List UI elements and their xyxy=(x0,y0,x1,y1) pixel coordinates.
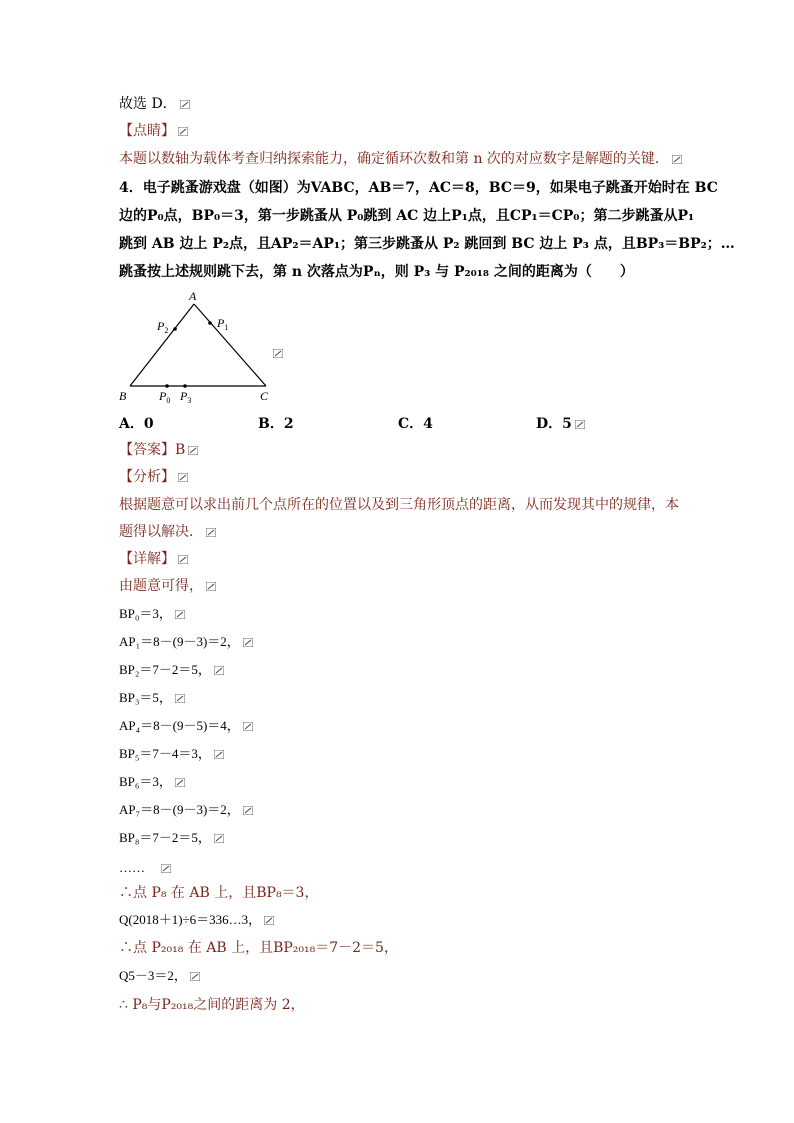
step-7: BP₆＝3， xyxy=(119,772,679,792)
step-4: BP₃＝5， xyxy=(119,688,679,708)
side-ac xyxy=(194,304,266,386)
edit-mark-icon xyxy=(214,745,224,754)
option-a: A．0 xyxy=(119,416,154,432)
label-p1: $P_1$ xyxy=(217,316,229,332)
detail-heading: 【详解】 xyxy=(119,549,679,569)
edit-mark-icon xyxy=(175,689,185,698)
edit-mark-icon xyxy=(273,343,283,352)
edit-mark-icon xyxy=(178,550,188,559)
point-p3 xyxy=(183,384,187,388)
step-calc: Q(2018＋1)÷6＝336…3， xyxy=(119,910,679,930)
step-conclusion-1: ∴点 P₈ 在 AB 上，且BP₈＝3， xyxy=(119,885,319,901)
edit-mark-icon xyxy=(175,605,185,614)
edit-mark-icon xyxy=(190,967,200,976)
analysis-heading: 【分析】 xyxy=(119,467,679,487)
edit-mark-icon xyxy=(178,122,188,131)
edit-mark-icon xyxy=(264,911,274,920)
edit-mark-icon xyxy=(178,468,188,477)
step-1: BP₀＝3， xyxy=(119,604,679,624)
option-b: B．2 xyxy=(258,416,294,432)
point-p1 xyxy=(208,321,212,325)
option-c: C．4 xyxy=(398,416,433,432)
edit-mark-icon xyxy=(575,417,585,426)
edit-mark-icon xyxy=(243,633,253,642)
ellipsis-line: …… xyxy=(119,858,679,878)
edit-mark-icon xyxy=(206,577,216,586)
edit-mark-icon xyxy=(672,150,682,159)
question-line-2: 边的P₀点，BP₀＝3，第一步跳蚤从 P₀跳到 AC 边上P₁点，且CP₁＝CP₀；第二步跳蚤从P₁ xyxy=(119,208,695,224)
conclusion-line: 故选 D． xyxy=(119,94,679,114)
point-p2 xyxy=(173,327,177,331)
label-p2: $P_2$ xyxy=(157,319,169,335)
comment-heading: 【点睛】 xyxy=(119,121,679,141)
question-line-1: 4．电子跳蚤游戏盘（如图）为VABC，AB＝7，AC＝8，BC＝9，如果电子跳蚤开始时在 BC xyxy=(119,180,718,196)
option-d: D．5 xyxy=(536,413,585,433)
step-6: BP₅＝7－4＝3， xyxy=(119,744,679,764)
edit-mark-icon xyxy=(243,717,253,726)
edit-mark-icon xyxy=(206,523,216,532)
final-distance: ∴ P₈与P₂₀₁₈之间的距离为 2， xyxy=(119,997,305,1013)
label-p3: $P_3$ xyxy=(180,389,192,405)
step-9: BP₈＝7－2＝5， xyxy=(119,828,679,848)
edit-mark-icon xyxy=(188,441,198,450)
edit-mark-icon xyxy=(180,95,190,104)
analysis-line-1: 根据题意可以求出前几个点所在的位置以及到三角形顶点的距离，从而发现其中的规律，本 xyxy=(119,497,679,513)
label-b: B xyxy=(119,389,127,403)
edit-mark-icon xyxy=(161,859,171,868)
triangle-figure xyxy=(114,286,294,408)
edit-mark-icon xyxy=(175,773,185,782)
question-line-4: 跳蚤按上述规则跳下去，第 n 次落点为Pₙ，则 P₃ 与 P₂₀₁₈ 之间的距离为（ ） xyxy=(119,264,634,280)
edit-mark-icon xyxy=(243,801,253,810)
side-ab xyxy=(130,304,194,386)
step-diff: Q5－3＝2， xyxy=(119,966,679,986)
comment-text: 本题以数轴为载体考查归纳探索能力，确定循环次数和第 n 次的对应数字是解题的关键． xyxy=(119,149,679,169)
step-8: AP₇＝8－(9－3)＝2， xyxy=(119,800,679,820)
edit-mark-icon xyxy=(214,829,224,838)
edit-mark-icon xyxy=(214,661,224,670)
label-p0: $P_0$ xyxy=(159,389,171,405)
question-line-3: 跳到 AB 边上 P₂点，且AP₂＝AP₁；第三步跳蚤从 P₂ 跳回到 BC 边上 P₃ 点，且BP₃＝BP₂；… xyxy=(119,236,735,252)
step-5: AP₄＝8－(9－5)＝4， xyxy=(119,716,679,736)
step-2: AP₁＝8－(9－3)＝2， xyxy=(119,632,679,652)
detail-intro: 由题意可得， xyxy=(119,576,679,596)
answer-heading: 【答案】B xyxy=(119,440,679,460)
step-3: BP₂＝7－2＝5， xyxy=(119,660,679,680)
label-a: A xyxy=(189,289,197,303)
label-c: C xyxy=(260,389,269,403)
step-conclusion-2: ∴点 P₂₀₁₈ 在 AB 上，且BP₂₀₁₈＝7－2＝5， xyxy=(119,940,398,956)
analysis-line-2: 题得以解决． xyxy=(119,522,679,542)
point-p0 xyxy=(165,384,169,388)
